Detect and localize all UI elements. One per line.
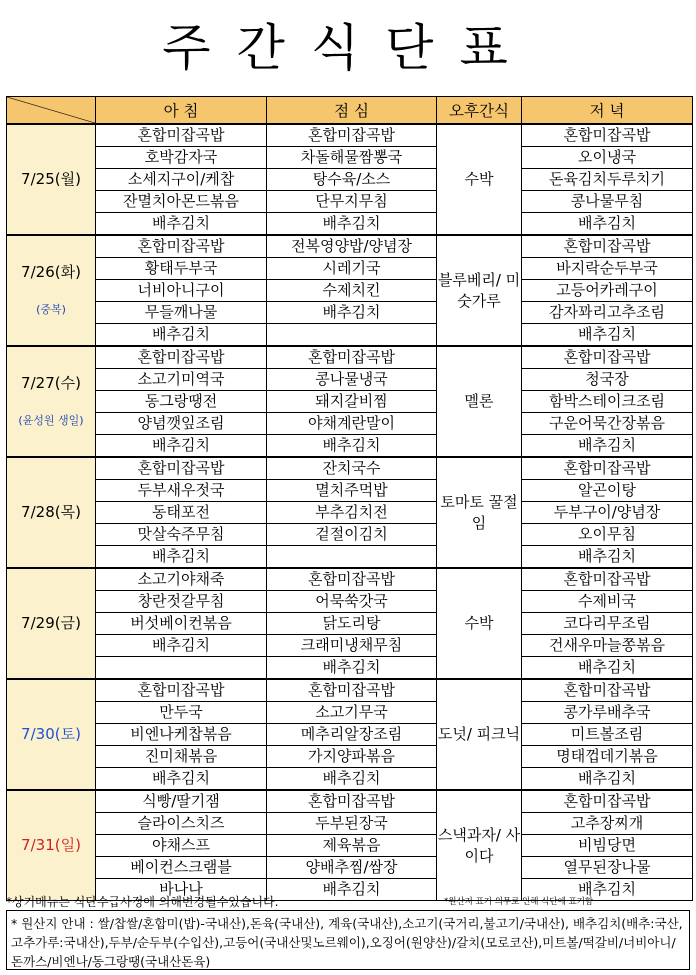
- lunch-item: 혼합미잡곡밥: [267, 568, 437, 591]
- dinner-item: 감자꽈리고추조림: [522, 302, 693, 324]
- table-row: [7, 591, 693, 613]
- breakfast-item: 너비아니구이: [96, 280, 267, 302]
- breakfast-item: 비엔나케찹볶음: [96, 724, 267, 746]
- breakfast-item: 베이컨스크램블: [96, 857, 267, 879]
- breakfast-item: [96, 657, 267, 680]
- breakfast-item: 두부새우젓국: [96, 480, 267, 502]
- header-dinner: 저 녁: [522, 97, 693, 125]
- dinner-item: 명태껍데기볶음: [522, 746, 693, 768]
- lunch-item: 배추김치: [267, 435, 437, 458]
- lunch-item: 잔치국수: [267, 457, 437, 480]
- dinner-item: 혼합미잡곡밥: [522, 457, 693, 480]
- origin-notice: * 원산지 안내 : 쌀/찹쌀/혼합미(밥)-국내산),돈육(국내산), 계육(국내산),소고기(국거리,불고기/국내산), 배추김치(배추:국산,고추가루:국내산),두부/순두부(수입산),고등어(국내산및노르웨이),오징어(원양산)/갈치(모로코산),미트볼/떡갈비/너비아니/돈까스/비엔나/동그랑땡(국내산돈육): [6, 910, 690, 970]
- table-row: [7, 635, 693, 657]
- breakfast-item: 소세지구이/케찹: [96, 169, 267, 191]
- lunch-item: 단무지무침: [267, 191, 437, 213]
- snack-cell: 블루베리/ 미숫가루: [437, 235, 522, 346]
- day-date: 7/28(목): [21, 503, 81, 521]
- breakfast-item: 배추김치: [96, 435, 267, 458]
- lunch-item: 시레기국: [267, 258, 437, 280]
- corner-cell: [7, 97, 96, 125]
- lunch-item: 야채계란말이: [267, 413, 437, 435]
- breakfast-item: 호박감자국: [96, 147, 267, 169]
- footer-note-right: *원산지 표기 의무로 인해 식단에 표기함: [444, 897, 594, 907]
- table-row: [7, 413, 693, 435]
- dinner-item: 청국장: [522, 369, 693, 391]
- table-row: [7, 191, 693, 213]
- breakfast-item: 야채스프: [96, 835, 267, 857]
- breakfast-item: 만두국: [96, 702, 267, 724]
- breakfast-item: 배추김치: [96, 213, 267, 236]
- lunch-item: 배추김치: [267, 879, 437, 901]
- lunch-item: 혼합미잡곡밥: [267, 790, 437, 813]
- breakfast-item: 잔멸치아몬드볶음: [96, 191, 267, 213]
- dinner-item: 함박스테이크조림: [522, 391, 693, 413]
- dinner-item: 혼합미잡곡밥: [522, 790, 693, 813]
- table-row: [7, 790, 693, 813]
- lunch-item: 부추김치전: [267, 502, 437, 524]
- table-row: [7, 768, 693, 791]
- table-row: [7, 724, 693, 746]
- table-row: [7, 324, 693, 347]
- breakfast-item: 동그랑땡전: [96, 391, 267, 413]
- lunch-item: 가지양파볶음: [267, 746, 437, 768]
- dinner-item: 오이냉국: [522, 147, 693, 169]
- breakfast-item: 동태포전: [96, 502, 267, 524]
- breakfast-item: 혼합미잡곡밥: [96, 679, 267, 702]
- day-date: 7/29(금): [21, 614, 81, 632]
- breakfast-item: 바나나: [96, 879, 267, 901]
- dinner-item: 열무된장나물: [522, 857, 693, 879]
- table-row: [7, 657, 693, 680]
- dinner-item: 고추장찌개: [522, 813, 693, 835]
- snack-cell: 스낵과자/ 사이다: [437, 790, 522, 901]
- lunch-item: 소고기무국: [267, 702, 437, 724]
- day-cell: [7, 457, 96, 568]
- breakfast-item: 창란젓갈무침: [96, 591, 267, 613]
- breakfast-item: 양념깻잎조림: [96, 413, 267, 435]
- lunch-item: 닭도리탕: [267, 613, 437, 635]
- lunch-item: 탕수육/소스: [267, 169, 437, 191]
- dinner-item: 혼합미잡곡밥: [522, 346, 693, 369]
- breakfast-item: 진미채볶음: [96, 746, 267, 768]
- dinner-item: 배추김치: [522, 324, 693, 347]
- dinner-item: 혼합미잡곡밥: [522, 568, 693, 591]
- dinner-item: 비빔당면: [522, 835, 693, 857]
- breakfast-item: 혼합미잡곡밥: [96, 346, 267, 369]
- dinner-item: 고등어카레구이: [522, 280, 693, 302]
- dinner-item: 구운어묵간장볶음: [522, 413, 693, 435]
- header-breakfast: 아 침: [96, 97, 267, 125]
- day-note: (중복): [36, 302, 66, 316]
- day-cell: [7, 235, 96, 346]
- dinner-item: 혼합미잡곡밥: [522, 124, 693, 147]
- table-row: [7, 457, 693, 480]
- day-date: 7/31(일): [21, 836, 81, 854]
- table-row: [7, 835, 693, 857]
- dinner-item: 돈육김치두루치기: [522, 169, 693, 191]
- table-row: [7, 613, 693, 635]
- lunch-item: 어묵쑥갓국: [267, 591, 437, 613]
- table-row: [7, 435, 693, 458]
- lunch-item: 멸치주먹밥: [267, 480, 437, 502]
- snack-cell: 멜론: [437, 346, 522, 457]
- menu-table: [6, 96, 693, 901]
- lunch-item: 배추김치: [267, 302, 437, 324]
- dinner-item: 수제비국: [522, 591, 693, 613]
- dinner-item: 바지락순두부국: [522, 258, 693, 280]
- lunch-item: 혼합미잡곡밥: [267, 346, 437, 369]
- lunch-item: 양배추찜/쌈장: [267, 857, 437, 879]
- dinner-item: 콩나물무침: [522, 191, 693, 213]
- breakfast-item: 식빵/딸기잼: [96, 790, 267, 813]
- table-row: [7, 857, 693, 879]
- snack-cell: 도넛/ 피크닉: [437, 679, 522, 790]
- table-row: [7, 124, 693, 147]
- breakfast-item: 맛살숙주무침: [96, 524, 267, 546]
- lunch-item: 겉절이김치: [267, 524, 437, 546]
- table-row: [7, 169, 693, 191]
- lunch-item: 돼지갈비찜: [267, 391, 437, 413]
- lunch-item: [267, 546, 437, 569]
- table-row: [7, 280, 693, 302]
- lunch-item: 두부된장국: [267, 813, 437, 835]
- breakfast-item: 배추김치: [96, 635, 267, 657]
- day-cell: [7, 790, 96, 901]
- dinner-item: 배추김치: [522, 546, 693, 569]
- day-date: 7/30(토): [21, 725, 81, 743]
- table-row: [7, 813, 693, 835]
- lunch-item: 혼합미잡곡밥: [267, 679, 437, 702]
- table-row: [7, 235, 693, 258]
- dinner-item: 배추김치: [522, 213, 693, 236]
- dinner-item: 배추김치: [522, 768, 693, 791]
- table-row: [7, 568, 693, 591]
- table-row: [7, 213, 693, 236]
- dinner-item: 두부구이/양념장: [522, 502, 693, 524]
- breakfast-item: 무들깨나물: [96, 302, 267, 324]
- lunch-item: 배추김치: [267, 213, 437, 236]
- dinner-item: 배추김치: [522, 879, 693, 901]
- breakfast-item: 황태두부국: [96, 258, 267, 280]
- table-row: [7, 502, 693, 524]
- lunch-item: 배추김치: [267, 768, 437, 791]
- lunch-item: [267, 324, 437, 347]
- table-row: [7, 546, 693, 569]
- day-date: 7/25(월): [21, 170, 81, 188]
- breakfast-item: 혼합미잡곡밥: [96, 457, 267, 480]
- lunch-item: 전복영양밥/양념장: [267, 235, 437, 258]
- breakfast-item: 소고기야채죽: [96, 568, 267, 591]
- breakfast-item: 배추김치: [96, 768, 267, 791]
- day-date: 7/27(수): [21, 373, 81, 392]
- table-row: [7, 480, 693, 502]
- snack-cell: 수박: [437, 568, 522, 679]
- dinner-item: 혼합미잡곡밥: [522, 235, 693, 258]
- header-snack: 오후간식: [437, 97, 522, 125]
- table-row: [7, 346, 693, 369]
- table-row: [7, 258, 693, 280]
- menu-body: [7, 124, 693, 901]
- snack-cell: 수박: [437, 124, 522, 235]
- day-note: (윤성원 생일): [18, 413, 84, 427]
- dinner-item: 알곤이탕: [522, 480, 693, 502]
- breakfast-item: 혼합미잡곡밥: [96, 124, 267, 147]
- table-row: [7, 702, 693, 724]
- footer-note-left: *상기메뉴는 식단수급사정에 의해변경될수있습니다.: [6, 895, 279, 909]
- header-lunch: 점 심: [267, 97, 437, 125]
- day-cell: [7, 679, 96, 790]
- dinner-item: 배추김치: [522, 657, 693, 680]
- day-cell: [7, 568, 96, 679]
- table-row: [7, 391, 693, 413]
- breakfast-item: 소고기미역국: [96, 369, 267, 391]
- breakfast-item: 혼합미잡곡밥: [96, 235, 267, 258]
- breakfast-item: 슬라이스치즈: [96, 813, 267, 835]
- day-date: 7/26(화): [21, 262, 81, 281]
- breakfast-item: 배추김치: [96, 546, 267, 569]
- page-title: 주간식단표: [162, 19, 534, 77]
- lunch-item: 크래미냉채무침: [267, 635, 437, 657]
- dinner-item: 혼합미잡곡밥: [522, 679, 693, 702]
- lunch-item: 제육볶음: [267, 835, 437, 857]
- lunch-item: 혼합미잡곡밥: [267, 124, 437, 147]
- dinner-item: 건새우마늘쫑볶음: [522, 635, 693, 657]
- lunch-item: 배추김치: [267, 657, 437, 680]
- dinner-item: 오이무침: [522, 524, 693, 546]
- lunch-item: 콩나물냉국: [267, 369, 437, 391]
- breakfast-item: 배추김치: [96, 324, 267, 347]
- table-row: [7, 147, 693, 169]
- table-row: [7, 302, 693, 324]
- header-row: [7, 97, 693, 125]
- dinner-item: 배추김치: [522, 435, 693, 458]
- lunch-item: 수제치킨: [267, 280, 437, 302]
- table-row: [7, 679, 693, 702]
- dinner-item: 콩가루배추국: [522, 702, 693, 724]
- table-row: [7, 524, 693, 546]
- dinner-item: 코다리무조림: [522, 613, 693, 635]
- lunch-item: 차돌해물짬뽕국: [267, 147, 437, 169]
- lunch-item: 메추리알장조림: [267, 724, 437, 746]
- table-row: [7, 746, 693, 768]
- day-cell: [7, 346, 96, 457]
- day-cell: [7, 124, 96, 235]
- breakfast-item: 버섯베이컨볶음: [96, 613, 267, 635]
- snack-cell: 토마토 꿀절임: [437, 457, 522, 568]
- table-row: [7, 369, 693, 391]
- dinner-item: 미트볼조림: [522, 724, 693, 746]
